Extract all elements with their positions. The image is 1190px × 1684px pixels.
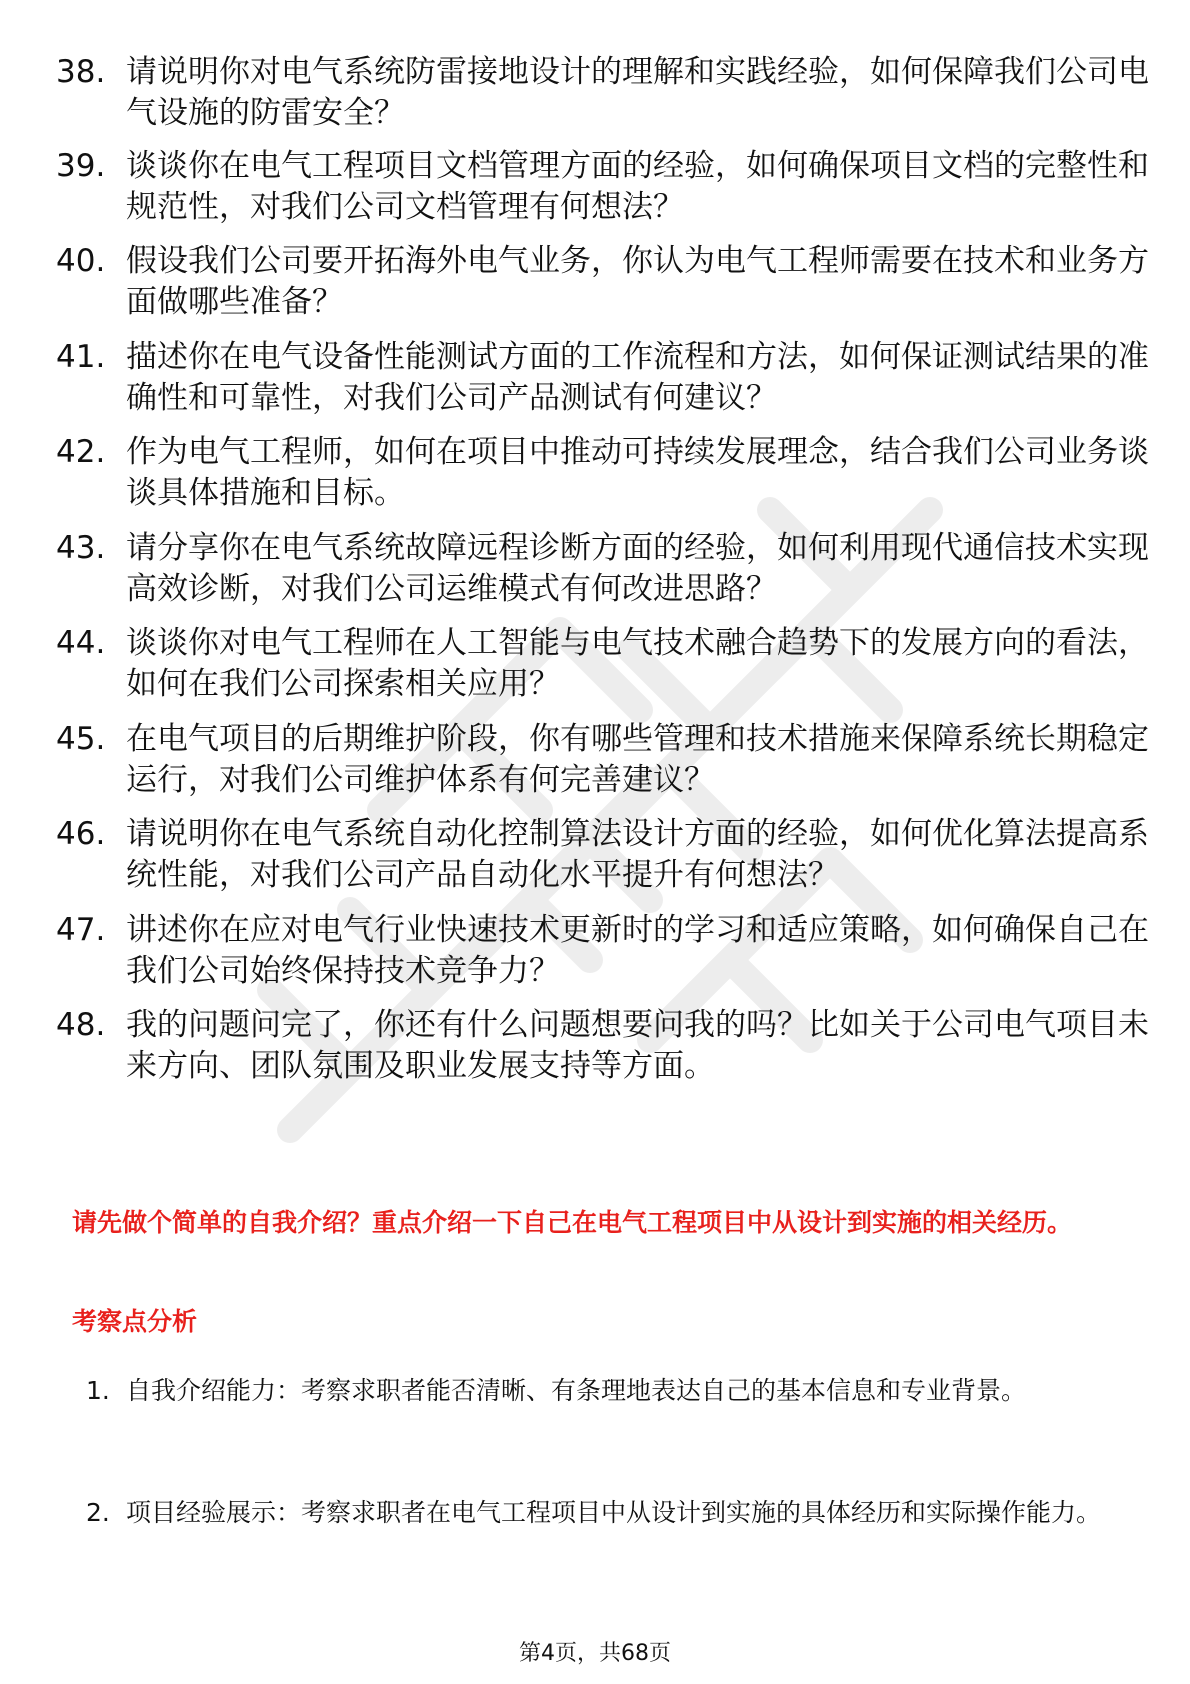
highlight-question: 请先做个简单的自我介绍？重点介绍一下自己在电气工程项目中从设计到实施的相关经历。 — [72, 1208, 1073, 1237]
question-text: 我的问题问完了，你还有什么问题想要问我的吗？比如关于公司电气项目未来方向、团队氛围及职业发展支持等方面。 — [126, 1007, 1149, 1084]
question-text: 谈谈你对电气工程师在人工智能与电气技术融合趋势下的发展方向的看法，如何在我们公司探索相关应用？ — [126, 625, 1149, 702]
question-number: 39. — [56, 148, 106, 184]
question-number: 46. — [56, 816, 106, 852]
analysis-text: 自我介绍能力：考察求职者能否清晰、有条理地表达自己的基本信息和专业背景。 — [126, 1376, 1027, 1405]
analysis-title: 考察点分析 — [72, 1307, 198, 1336]
question-text: 讲述你在应对电气行业快速技术更新时的学习和适应策略，如何确保自己在我们公司始终保持技术竞争力？ — [126, 912, 1149, 989]
question-text: 谈谈你在电气工程项目文档管理方面的经验，如何确保项目文档的完整性和规范性，对我们公司文档管理有何想法？ — [126, 148, 1149, 225]
analysis-number: 2. — [86, 1498, 110, 1527]
question-number: 40. — [56, 243, 106, 279]
question-number: 44. — [56, 625, 106, 661]
question-text: 请说明你对电气系统防雷接地设计的理解和实践经验，如何保障我们公司电气设施的防雷安全？ — [126, 54, 1149, 131]
question-text: 请说明你在电气系统自动化控制算法设计方面的经验，如何优化算法提高系统性能，对我们公司产品自动化水平提升有何想法？ — [126, 816, 1149, 893]
question-text: 假设我们公司要开拓海外电气业务，你认为电气工程师需要在技术和业务方面做哪些准备？ — [126, 243, 1149, 320]
question-number: 38. — [56, 54, 106, 90]
question-number: 48. — [56, 1007, 106, 1043]
question-text: 描述你在电气设备性能测试方面的工作流程和方法，如何保证测试结果的准确性和可靠性，对我们公司产品测试有何建议？ — [126, 339, 1149, 416]
question-number: 43. — [56, 530, 106, 566]
page-footer: 第4页，共68页 — [519, 1641, 671, 1666]
question-number: 41. — [56, 339, 106, 375]
question-number: 47. — [56, 912, 106, 948]
question-number: 45. — [56, 721, 106, 757]
question-text: 在电气项目的后期维护阶段，你有哪些管理和技术措施来保障系统长期稳定运行，对我们公司维护体系有何完善建议？ — [126, 721, 1149, 798]
analysis-number: 1. — [86, 1376, 110, 1405]
question-text: 作为电气工程师，如何在项目中推动可持续发展理念，结合我们公司业务谈谈具体措施和目标。 — [126, 434, 1149, 511]
analysis-text: 项目经验展示：考察求职者在电气工程项目中从设计到实施的具体经历和实际操作能力。 — [126, 1498, 1102, 1527]
question-number: 42. — [56, 434, 106, 470]
question-text: 请分享你在电气系统故障远程诊断方面的经验，如何利用现代通信技术实现高效诊断，对我们公司运维模式有何改进思路？ — [126, 530, 1149, 607]
